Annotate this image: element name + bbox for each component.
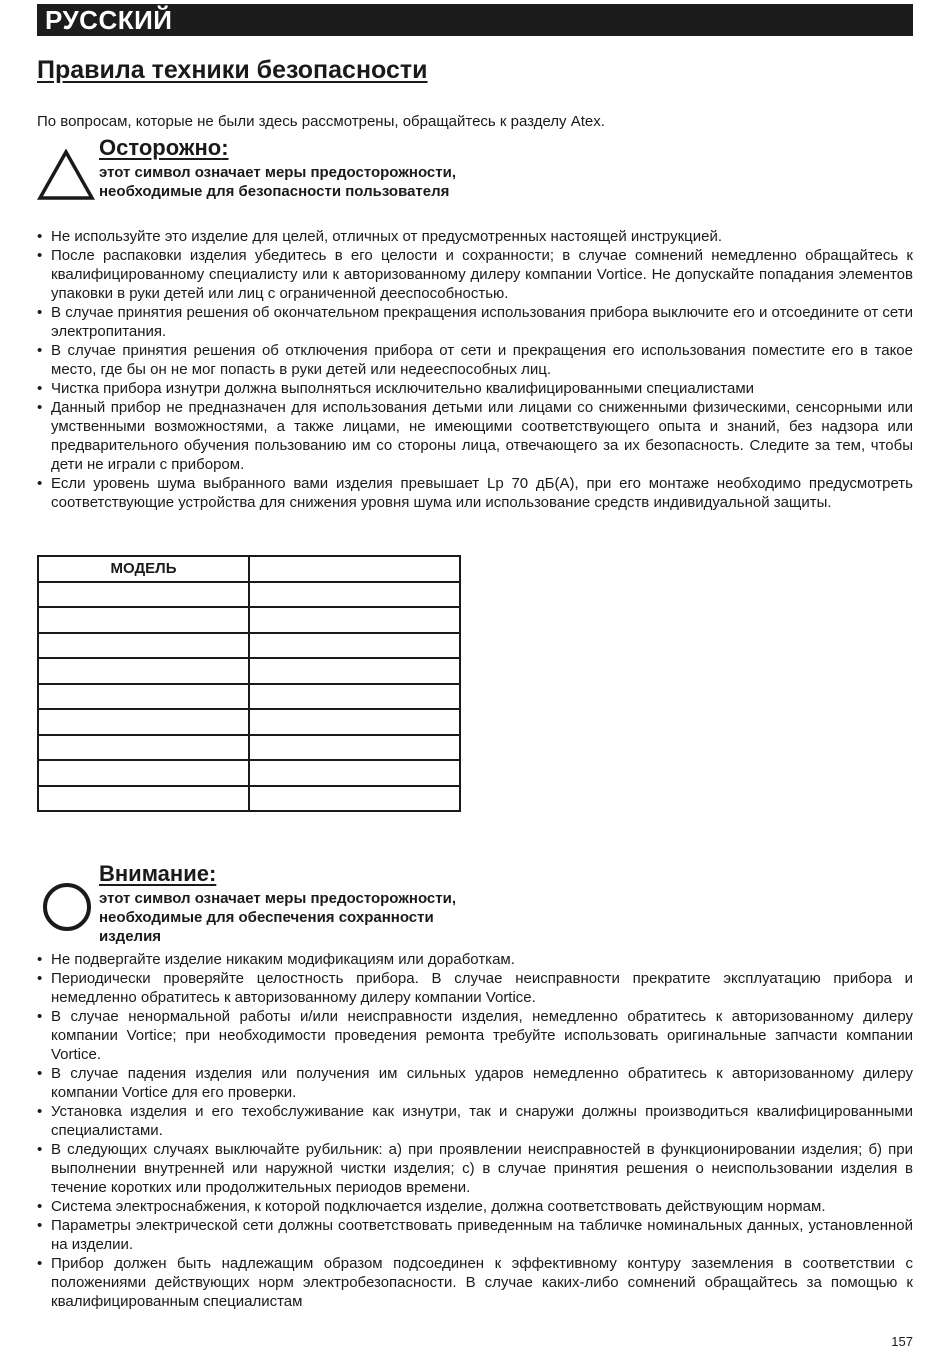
list-item: • В случае принятия решения об отключения прибора от сети и прекращения его использования поместите его в такое место, где бы он не мог попасть в руки детей или недееспособных лиц. bbox=[37, 341, 913, 379]
table-cell bbox=[38, 786, 249, 812]
attention-list bbox=[37, 950, 913, 1311]
table-cell bbox=[249, 786, 460, 812]
caution-description: этот символ означает меры предосторожности, необходимые для безопасности пользователя bbox=[99, 164, 457, 200]
list-item: • Параметры электрической сети должны соответствовать приведенным на табличке номинальных данных, установленной на изделии. bbox=[37, 1216, 913, 1254]
attention-description: этот символ означает меры предосторожности, необходимые для обеспечения сохранности изделия bbox=[99, 890, 457, 945]
table-cell bbox=[249, 709, 460, 735]
page-title: Правила техники безопасности bbox=[37, 56, 428, 84]
list-item: • Если уровень шума выбранного вами изделия превышает Lp 70 дБ(А), при его монтаже необходимо предусмотреть соответствующие устройства для снижения уровня шума или использование средств индивидуальной защиты. bbox=[37, 474, 913, 512]
list-item: • Прибор должен быть надлежащим образом подсоединен к эффективному контуру заземления в соответствии с положениями действующих норм электробезопасности. В случае каких-либо сомнений обращайтесь за помощью к квалифицированным специалистам bbox=[37, 1254, 913, 1311]
table-header-row bbox=[38, 556, 460, 582]
table-cell bbox=[38, 709, 249, 735]
table-row bbox=[38, 658, 460, 684]
table-row bbox=[38, 709, 460, 735]
list-item: • Периодически проверяйте целостность прибора. В случае неисправности прекратите эксплуатацию прибора и немедленно обратитесь к авторизованному дилеру компании Vortice. bbox=[37, 969, 913, 1007]
list-item: • Установка изделия и его техобслуживание как изнутри, так и снаружи должны производиться квалифицированными специалистами. bbox=[37, 1102, 913, 1140]
table-cell bbox=[38, 684, 249, 710]
table-cell bbox=[38, 735, 249, 761]
table-cell bbox=[249, 582, 460, 608]
attention-heading: Внимание: bbox=[99, 861, 217, 886]
list-item: • Не используйте это изделие для целей, отличных от предусмотренных настоящей инструкцией. bbox=[37, 227, 913, 246]
list-item: • В случае падения изделия или получения им сильных ударов немедленно обратитесь к авторизованному дилеру компании Vortice для его проверки. bbox=[37, 1064, 913, 1102]
list-item: • Не подвергайте изделие никаким модификациям или доработкам. bbox=[37, 950, 913, 969]
table-cell bbox=[38, 633, 249, 659]
table-cell bbox=[249, 760, 460, 786]
table-cell bbox=[38, 582, 249, 608]
caution-block bbox=[37, 135, 913, 225]
table-cell bbox=[38, 607, 249, 633]
table-cell bbox=[249, 607, 460, 633]
table-cell bbox=[249, 684, 460, 710]
table-cell bbox=[38, 658, 249, 684]
table-cell bbox=[249, 633, 460, 659]
attention-block bbox=[37, 861, 913, 951]
warning-triangle-icon bbox=[37, 149, 95, 201]
table-row bbox=[38, 786, 460, 812]
caution-heading: Осторожно: bbox=[99, 135, 229, 160]
list-item: • Система электроснабжения, к которой подключается изделие, должна соответствовать действующим нормам. bbox=[37, 1197, 913, 1216]
model-table bbox=[37, 555, 461, 812]
table-row bbox=[38, 684, 460, 710]
list-item: • Чистка прибора изнутри должна выполняться исключительно квалифицированными специалистами bbox=[37, 379, 913, 398]
list-item: • В случае ненормальной работы и/или неисправности изделия, немедленно обратитесь к авторизованному дилеру компании Vortice; при необходимости проведения ремонта требуйте использовать оригинальные запчасти компании Vortice. bbox=[37, 1007, 913, 1064]
list-item: • В следующих случаях выключайте рубильник: а) при проявлении неисправностей в функционировании изделия; б) при выполнении внутренней или наружной чистки изделия; с) в случае принятия решения о неиспользовании изделия в течение коротких или продолжительных периодов времени. bbox=[37, 1140, 913, 1197]
language-header: РУССКИЙ bbox=[37, 4, 913, 36]
circle-icon bbox=[37, 877, 97, 937]
table-cell bbox=[249, 658, 460, 684]
table-cell bbox=[249, 735, 460, 761]
caution-list bbox=[37, 227, 913, 512]
table-row bbox=[38, 607, 460, 633]
intro-text: По вопросам, которые не были здесь рассмотрены, обращайтесь к разделу Atex. bbox=[37, 113, 605, 130]
table-row bbox=[38, 582, 460, 608]
list-item: • Данный прибор не предназначен для использования детьми или лицами со сниженными физическими, сенсорными или умственными возможностями, а также лицами, не имеющими соответствующего опыта и знаний, без надзора или предварительного обучения пользованию им со стороны лица, отвечающего за их безопасность. Следите за тем, чтобы дети не играли с прибором. bbox=[37, 398, 913, 474]
model-header-cell: МОДЕЛЬ bbox=[38, 556, 249, 582]
table-row bbox=[38, 633, 460, 659]
list-item: • После распаковки изделия убедитесь в его целости и сохранности; в случае сомнений немедленно обращайтесь к квалифицированному специалисту или к авторизованному дилеру компании Vortice. Не допускайте попадания элементов упаковки в руки детей или лиц с ограниченной дееспособностью. bbox=[37, 246, 913, 303]
table-row bbox=[38, 760, 460, 786]
table-cell bbox=[249, 556, 460, 582]
list-item: • В случае принятия решения об окончательном прекращения использования прибора выключите его и отсоедините от сети электропитания. bbox=[37, 303, 913, 341]
table-cell bbox=[38, 760, 249, 786]
table-row bbox=[38, 735, 460, 761]
page-number: 157 bbox=[891, 1334, 913, 1349]
